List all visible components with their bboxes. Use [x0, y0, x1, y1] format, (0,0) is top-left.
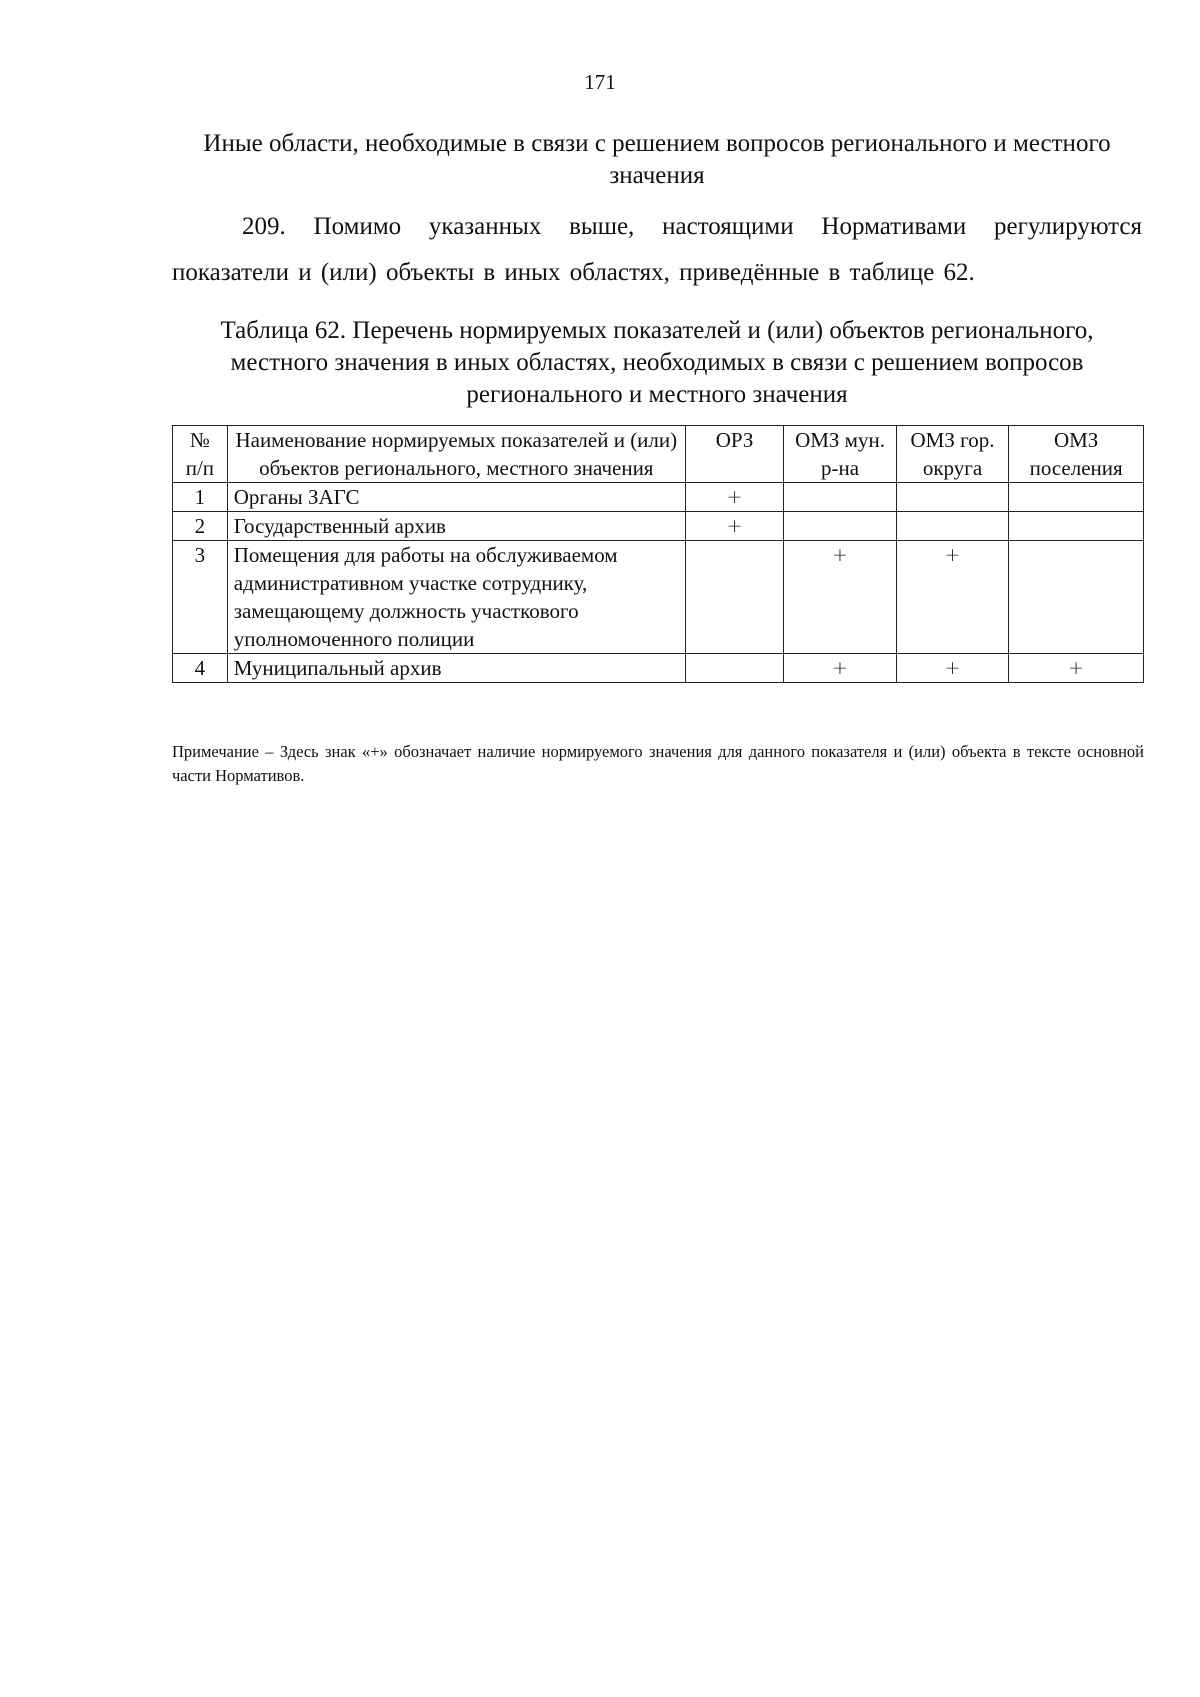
- table-row: [173, 483, 1144, 512]
- row-num: 3: [173, 541, 228, 654]
- row-num: 2: [173, 512, 228, 541]
- row-omz-mun-mark: +: [784, 654, 896, 683]
- row-orz-mark: [685, 541, 783, 654]
- row-omz-pos-mark: [1009, 541, 1144, 654]
- row-orz-mark: +: [685, 483, 783, 512]
- table-row: [173, 512, 1144, 541]
- header-omz-gor: ОМЗ гор. округа: [896, 426, 1009, 483]
- page-number: 171: [584, 70, 616, 94]
- row-omz-pos-mark: +: [1009, 654, 1144, 683]
- row-name: Помещения для работы на обслуживаемом административном участке сотруднику, замещающему должность участкового уполномоченного полиции: [227, 541, 685, 654]
- header-name: Наименование нормируемых показателей и (или) объектов регионального, местного значения: [227, 426, 685, 483]
- row-num: 4: [173, 654, 228, 683]
- row-omz-pos-mark: [1009, 512, 1144, 541]
- row-name: Муниципальный архив: [227, 654, 685, 683]
- row-name: Государственный архив: [227, 512, 685, 541]
- table-caption: Таблица 62. Перечень нормируемых показателей и (или) объектов регионального, местного значения в иных областях, необходимых в связи с решением вопросов регионального и местного значения: [220, 317, 1094, 408]
- table-header-row: [173, 426, 1144, 483]
- table-row: [173, 541, 1144, 654]
- paragraph-209: 209. Помимо указанных выше, настоящими Нормативами регулируются показатели и (или) объекты в иных областях, приведённые в таблице 62.: [172, 213, 1142, 286]
- header-omz-pos: ОМЗ поселения: [1009, 426, 1144, 483]
- row-orz-mark: [685, 654, 783, 683]
- row-omz-gor-mark: +: [896, 541, 1009, 654]
- section-heading: Иные области, необходимые в связи с решением вопросов регионального и местного значения: [203, 130, 1111, 189]
- row-omz-mun-mark: +: [784, 541, 896, 654]
- row-orz-mark: +: [685, 512, 783, 541]
- header-omz-mun: ОМЗ мун. р-на: [784, 426, 896, 483]
- table-note: Примечание – Здесь знак «+» обозначает наличие нормируемого значения для данного показателя и (или) объекта в тексте основной части Нормативов.: [172, 742, 1144, 785]
- row-omz-mun-mark: [784, 512, 896, 541]
- row-omz-pos-mark: [1009, 483, 1144, 512]
- row-omz-gor-mark: [896, 512, 1009, 541]
- header-orz: ОРЗ: [685, 426, 783, 483]
- row-omz-gor-mark: +: [896, 654, 1009, 683]
- table-row: [173, 654, 1144, 683]
- row-name: Органы ЗАГС: [227, 483, 685, 512]
- norm-table: [172, 425, 1144, 683]
- header-num: № п/п: [173, 426, 228, 483]
- row-omz-mun-mark: [784, 483, 896, 512]
- row-num: 1: [173, 483, 228, 512]
- row-omz-gor-mark: [896, 483, 1009, 512]
